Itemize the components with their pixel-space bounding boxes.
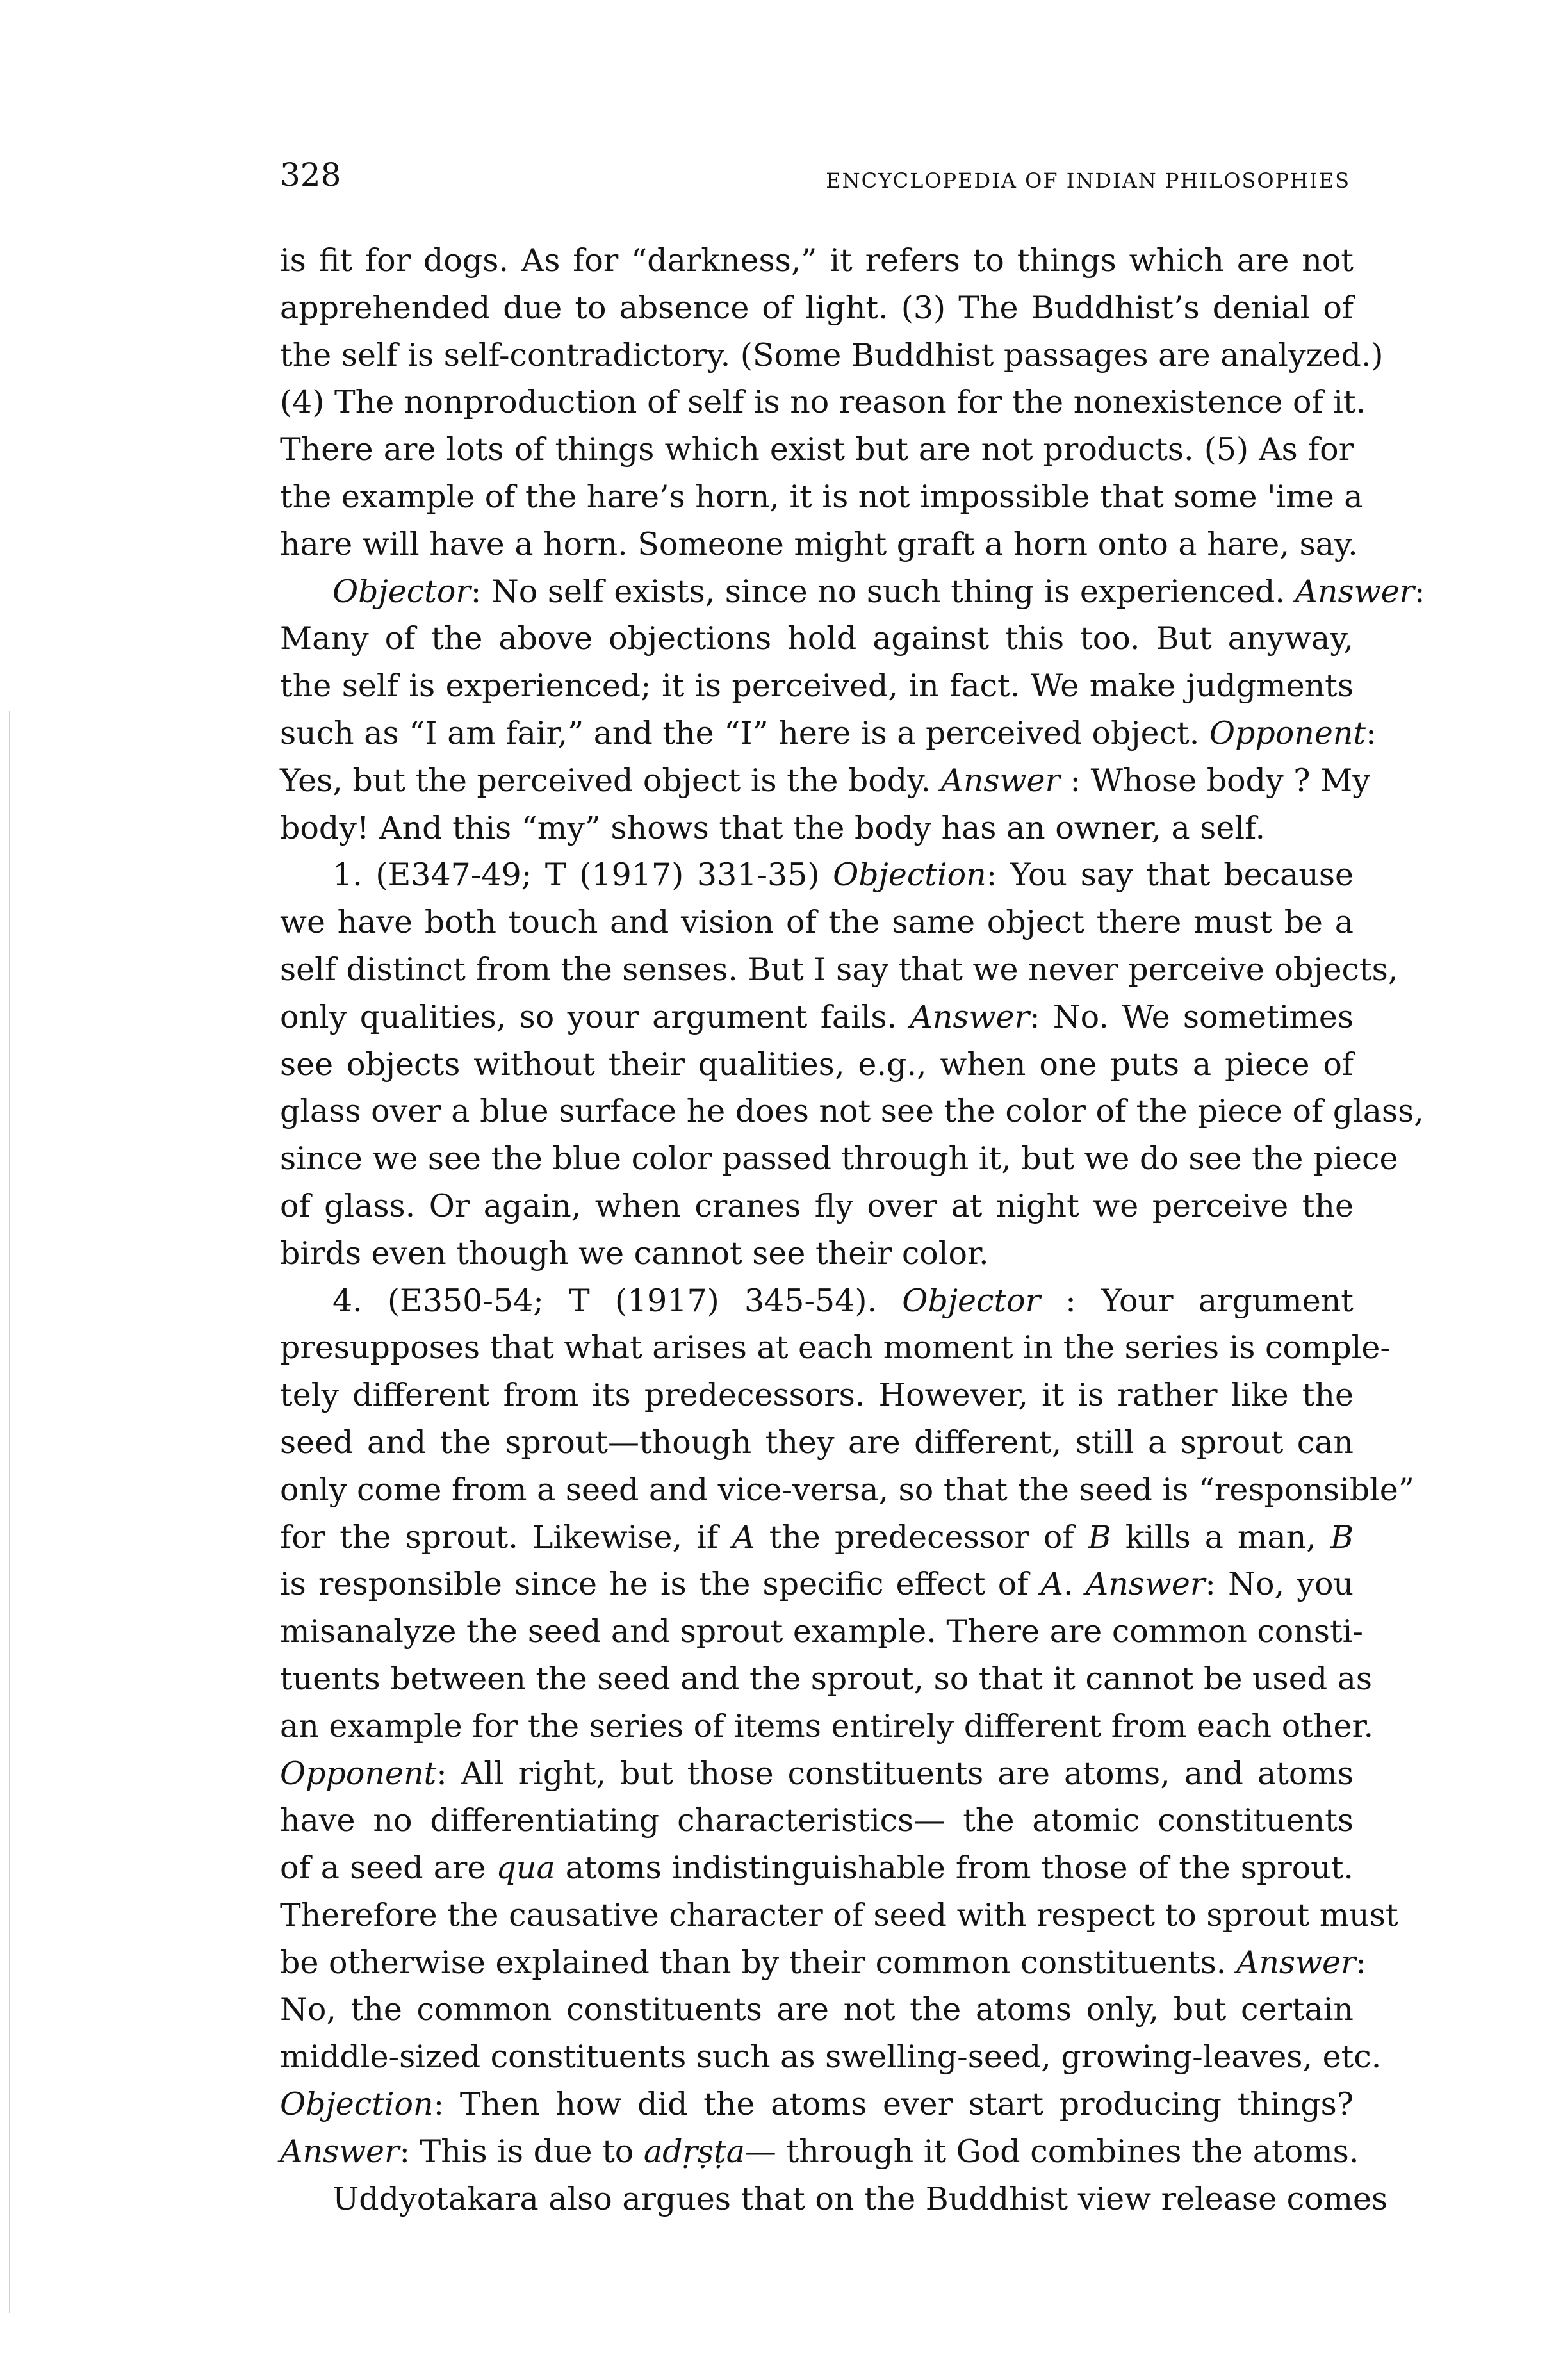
text-segment: : No self exists, since no such thing is experienced. [470, 573, 1295, 610]
text-line [280, 521, 1358, 568]
italic-term: Opponent [1209, 714, 1366, 751]
text-segment: : No, you [1205, 1566, 1354, 1603]
text-line [280, 284, 1354, 332]
text-segment: : [1366, 714, 1377, 751]
text-line [280, 1514, 1354, 1561]
text-segment: : Whose body ? My [1060, 762, 1370, 799]
text-line [280, 1892, 1398, 1939]
text-line [280, 1561, 1354, 1608]
text-segment: is responsible since he is the specific effect of [280, 1566, 1041, 1603]
text-segment: : This is due to [399, 2133, 644, 2170]
text-line [280, 662, 1354, 710]
text-segment: atoms indistinguishable from those of the sprout. [555, 1850, 1354, 1887]
text-segment: only come from a seed and vice-versa, so that the seed is “responsible” [280, 1471, 1414, 1508]
text-line [280, 568, 1425, 616]
text-segment: : [1355, 1944, 1366, 1981]
text-segment: : No. We sometimes [1029, 998, 1354, 1035]
text-line [280, 1135, 1398, 1183]
text-segment: 4. (E350-54; T (1917) 345-54). [332, 1282, 903, 1319]
italic-term: Answer [1085, 1566, 1206, 1603]
text-line [280, 946, 1398, 994]
italic-term: A [732, 1518, 755, 1555]
text-segment: kills a man, [1111, 1518, 1330, 1555]
text-segment: for the sprout. Likewise, if [280, 1518, 733, 1555]
text-line [280, 1844, 1354, 1892]
text-line [280, 332, 1384, 379]
italic-term: Objector [332, 573, 471, 610]
text-segment: since we see the blue color passed through it, but we do see the piece [280, 1140, 1398, 1178]
text-segment: — through it God combines the atoms. [744, 2133, 1359, 2170]
text-segment: Therefore the causative character of seed with respect to sprout must [280, 1896, 1398, 1933]
italic-term: Answer [910, 998, 1029, 1035]
text-segment: tely different from its predecessors. However, it is rather like the [280, 1377, 1354, 1414]
text-line [280, 615, 1354, 662]
text-line [280, 2081, 1354, 2128]
italic-term: Answer [280, 2133, 400, 2170]
text-segment: body! And this “my” shows that the body has an owner, a self. [280, 809, 1266, 846]
text-segment: birds even though we cannot see their color. [280, 1235, 989, 1272]
text-segment: presupposes that what arises at each moment in the series is comple- [280, 1329, 1391, 1366]
text-line [280, 805, 1354, 852]
text-line [280, 237, 1354, 284]
italic-term: B [1088, 1518, 1111, 1555]
text-line [280, 2176, 1388, 2223]
text-line [280, 851, 1354, 899]
italic-term: Objection [280, 2086, 434, 2123]
italic-term: qua [496, 1850, 555, 1887]
text-line [280, 1088, 1424, 1135]
text-segment: : All right, but those constituents are atoms, and atoms [436, 1755, 1354, 1792]
text-segment: Many of the above objections hold against this too. But anyway, [280, 620, 1354, 657]
text-segment: apprehended due to absence of light. (3) The Buddhist’s denial of [280, 289, 1354, 326]
text-line [280, 994, 1354, 1041]
italic-term: A [1040, 1566, 1064, 1603]
text-line [280, 1466, 1414, 1514]
text-line [280, 1419, 1354, 1466]
text-segment: have no differentiating characteristics— the atomic constituents [280, 1802, 1354, 1839]
text-segment: : [1414, 573, 1425, 610]
italic-term: adṛṣṭa [643, 2133, 745, 2170]
italic-term: Answer [1236, 1944, 1356, 1981]
text-segment: the self is experienced; it is perceived, in fact. We make judgments [280, 668, 1354, 705]
text-segment: self distinct from the senses. But I say that we never perceive objects, [280, 951, 1398, 988]
text-segment: glass over a blue surface he does not see the color of the piece of glass, [280, 1093, 1424, 1130]
text-segment: of glass. Or again, when cranes fly over at night we perceive the [280, 1187, 1354, 1224]
running-head: ENCYCLOPEDIA OF INDIAN PHILOSOPHIES [826, 168, 1350, 193]
text-segment: be otherwise explained than by their common constituents. [280, 1944, 1236, 1981]
text-segment: Yes, but the perceived object is the body. [280, 762, 941, 799]
text-line [280, 1277, 1354, 1325]
text-segment: misanalyze the seed and sprout example. There are common consti- [280, 1613, 1363, 1650]
italic-term: Objection [833, 857, 986, 894]
text-segment: Uddyotakara also argues that on the Buddhist view release comes [332, 2180, 1388, 2217]
text-segment: 1. (E347-49; T (1917) 331-35) [332, 857, 833, 894]
text-line [280, 757, 1370, 805]
text-line [280, 1324, 1391, 1372]
text-line [280, 899, 1354, 946]
text-segment: the self is self-contradictory. (Some Buddhist passages are analyzed.) [280, 336, 1384, 373]
text-segment: such as “I am fair,” and the “I” here is a perceived object. [280, 714, 1209, 751]
italic-term: Objector [902, 1282, 1041, 1319]
text-line [280, 710, 1377, 757]
page-edge-shadow [9, 711, 10, 2313]
text-line [280, 1230, 1354, 1277]
italic-term: Answer [940, 762, 1060, 799]
text-segment: : You say that because [986, 857, 1354, 894]
text-line [280, 379, 1366, 426]
text-line [280, 1372, 1354, 1419]
text-line [280, 1183, 1354, 1230]
text-line [280, 1041, 1354, 1088]
text-line [280, 1939, 1366, 1987]
text-segment: an example for the series of items entirely different from each other. [280, 1707, 1374, 1744]
text-line [280, 426, 1354, 473]
text-segment: There are lots of things which exist but are not products. (5) As for [280, 431, 1354, 468]
page-number: 328 [280, 156, 341, 193]
text-segment: hare will have a horn. Someone might graft a horn onto a hare, say. [280, 525, 1358, 562]
text-segment: middle-sized constituents such as swelling-seed, growing-leaves, etc. [280, 2039, 1382, 2076]
italic-term: B [1330, 1518, 1354, 1555]
text-segment: tuents between the seed and the sprout, so that it cannot be used as [280, 1660, 1372, 1697]
text-line [280, 2128, 1359, 2176]
text-line [280, 1750, 1354, 1798]
text-line [280, 1608, 1363, 1655]
italic-term: Answer [1295, 573, 1414, 610]
text-line [280, 1986, 1354, 2033]
text-segment: : Then how did the atoms ever start producing things? [433, 2086, 1354, 2123]
text-segment: : Your argument [1040, 1282, 1354, 1319]
text-line [280, 1703, 1374, 1750]
text-segment: we have both touch and vision of the same object there must be a [280, 904, 1354, 941]
text-segment: No, the common constituents are not the atoms only, but certain [280, 1991, 1354, 2028]
text-segment: see objects without their qualities, e.g., when one puts a piece of [280, 1046, 1354, 1083]
text-line [280, 473, 1363, 521]
text-segment: seed and the sprout—though they are different, still a sprout can [280, 1424, 1354, 1461]
body-text [280, 237, 1425, 2222]
text-segment: (4) The nonproduction of self is no reason for the nonexistence of it. [280, 384, 1366, 421]
text-line [280, 2033, 1382, 2081]
text-segment: is fit for dogs. As for “darkness,” it refers to things which are not [280, 242, 1354, 279]
text-segment: of a seed are [280, 1850, 496, 1887]
text-line [280, 1797, 1354, 1844]
text-segment: the example of the hare’s horn, it is not impossible that some 'ime a [280, 478, 1363, 515]
text-segment: only qualities, so your argument fails. [280, 998, 910, 1035]
text-segment: . [1063, 1566, 1086, 1603]
italic-term: Opponent [280, 1755, 437, 1792]
text-segment: the predecessor of [755, 1518, 1088, 1555]
text-line [280, 1655, 1372, 1703]
